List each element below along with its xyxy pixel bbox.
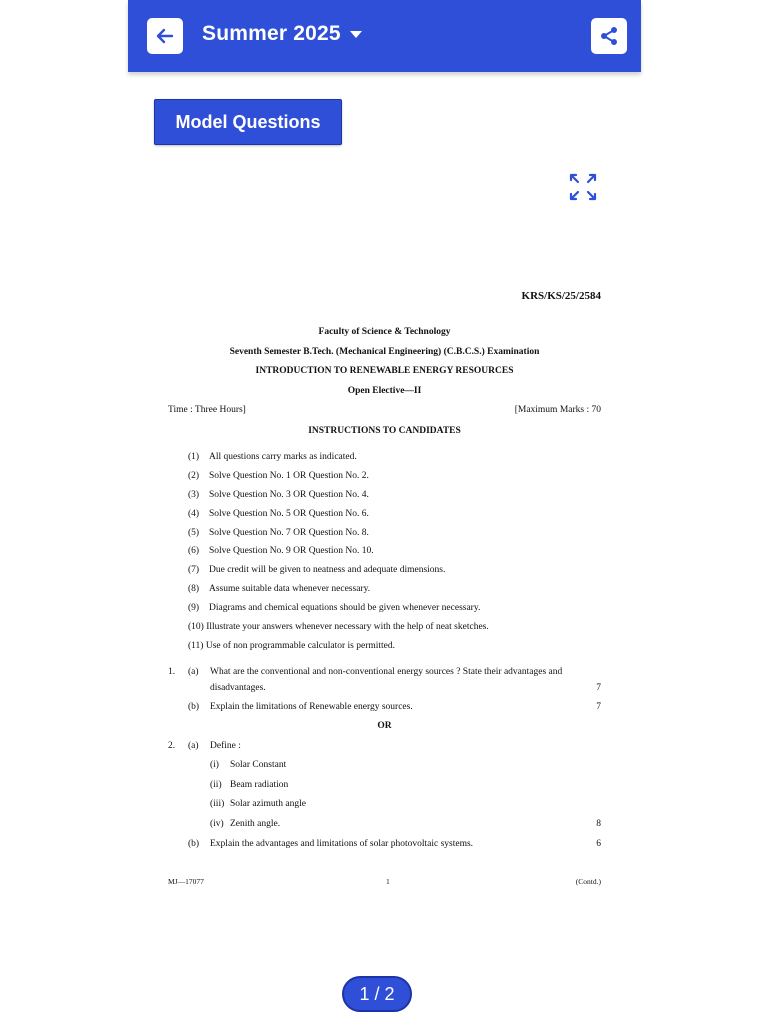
time-label: Time : Three Hours] <box>168 405 246 415</box>
question-marks: 8 <box>596 819 601 829</box>
sub-question-label: (iii) <box>210 799 225 809</box>
subject-heading: INTRODUCTION TO RENEWABLE ENERGY RESOURCES <box>255 366 514 376</box>
paper-page-number: 1 <box>386 877 390 886</box>
question-text: Explain the advantages and limitations of solar photovoltaic systems. <box>210 839 474 849</box>
instruction-item: (8) Assume suitable data whenever necessary. <box>188 584 371 594</box>
back-button[interactable] <box>147 18 183 54</box>
question-part-label: (a) <box>188 667 199 677</box>
instruction-item: (7) Due credit will be given to neatness and adequate dimensions. <box>188 565 446 575</box>
sub-question-label: (i) <box>210 760 219 770</box>
sub-question-text: Beam radiation <box>230 780 289 790</box>
faculty-heading: Faculty of Science & Technology <box>318 327 451 337</box>
elective-heading: Open Elective—II <box>347 386 422 396</box>
question-text: Define : <box>210 741 241 751</box>
instruction-item: (10) Illustrate your answers whenever necessary with the help of neat sketches. <box>188 622 489 632</box>
instruction-item: (6) Solve Question No. 9 OR Question No. 10. <box>188 546 374 556</box>
time-marks-row <box>168 405 601 415</box>
question-marks: 7 <box>596 702 601 712</box>
instruction-item: (9) Diagrams and chemical equations should be given whenever necessary. <box>188 603 481 613</box>
question-part-label: (b) <box>188 839 200 849</box>
question-number: 1. <box>168 667 176 677</box>
question-number: 2. <box>168 741 176 751</box>
model-questions-button[interactable]: Model Questions <box>154 99 342 145</box>
instruction-item: (3) Solve Question No. 3 OR Question No. 4. <box>188 490 369 500</box>
instruction-item: (4) Solve Question No. 5 OR Question No. 6. <box>188 509 369 519</box>
question-text: What are the conventional and non-conventional energy sources ? State their advantages and <box>210 667 563 677</box>
arrow-left-icon <box>155 26 175 46</box>
question-part-label: (a) <box>188 741 199 751</box>
share-button[interactable] <box>591 18 627 54</box>
question-part-label: (b) <box>188 702 200 712</box>
paper-code: KRS/KS/25/2584 <box>521 290 601 302</box>
question-text: disadvantages. <box>210 683 266 693</box>
question-marks: 7 <box>596 683 601 693</box>
semester-dropdown[interactable] <box>202 22 362 46</box>
paper-footer-code: MJ—17077 <box>168 877 204 886</box>
instruction-item: (1) All questions carry marks as indicated. <box>188 452 357 462</box>
sub-question-text: Zenith angle. <box>230 819 281 829</box>
app-screen <box>128 0 641 1024</box>
instructions-title: INSTRUCTIONS TO CANDIDATES <box>308 426 461 436</box>
question-text: Explain the limitations of Renewable energy sources. <box>210 702 413 712</box>
paper-contd-label: (Contd.) <box>575 877 601 886</box>
instruction-item: (5) Solve Question No. 7 OR Question No. 8. <box>188 528 369 538</box>
top-app-bar <box>128 0 641 72</box>
question-marks: 6 <box>596 839 601 849</box>
sub-question-text: Solar azimuth angle <box>230 799 306 809</box>
chevron-down-icon <box>350 31 362 38</box>
expand-icon[interactable] <box>568 172 598 202</box>
instruction-item: (2) Solve Question No. 1 OR Question No. 2. <box>188 471 369 481</box>
sub-question-label: (iv) <box>210 819 224 829</box>
sub-question-label: (ii) <box>210 780 222 790</box>
or-separator: OR <box>377 721 392 731</box>
share-icon <box>598 25 620 47</box>
exam-heading: Seventh Semester B.Tech. (Mechanical Engineering) (C.B.C.S.) Examination <box>229 347 540 357</box>
page-title: Summer 2025 <box>202 22 341 45</box>
page-indicator: 1 / 2 <box>342 976 412 1012</box>
instruction-item: (11) Use of non programmable calculator is permitted. <box>188 641 396 651</box>
sub-question-text: Solar Constant <box>230 760 287 770</box>
max-marks-label: [Maximum Marks : 70 <box>514 405 601 415</box>
